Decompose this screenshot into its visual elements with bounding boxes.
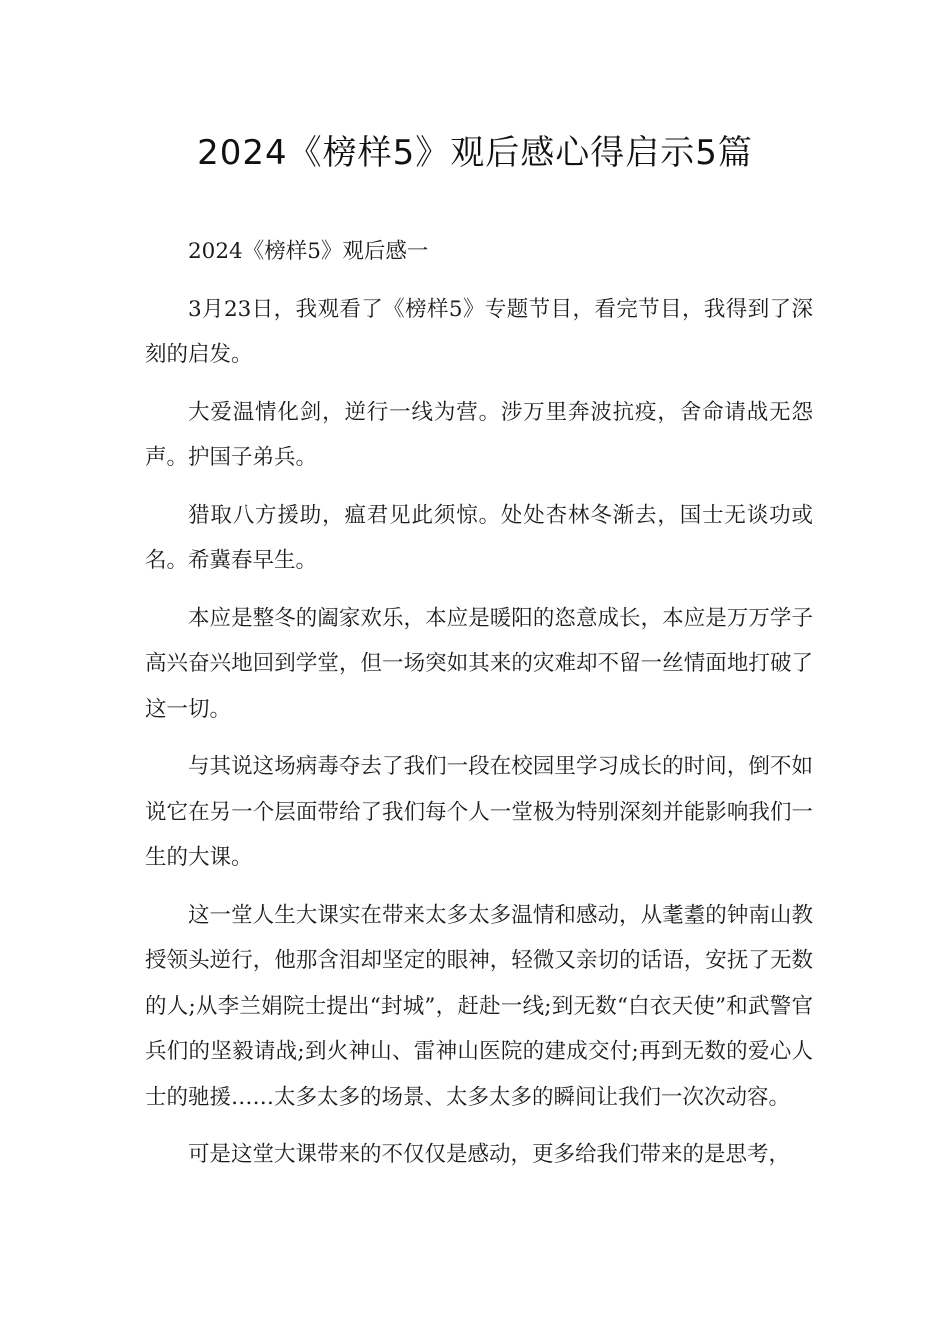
paragraph: 这一堂人生大课实在带来太多太多温情和感动，从耄耋的钟南山教授领头逆行，他那含泪却坚定的眼神，轻微又亲切的话语，安抚了无数的人;从李兰娟院士提出“封城”，赶赴一线;到无数“白衣天使”和武警官兵们的坚毅请战;到火神山、雷神山医院的建成交付;再到无数的爱心人士的驰援……太多太多的场景、太多太多的瞬间让我们一次次动容。 xyxy=(145,902,813,1110)
paragraph: 可是这堂大课带来的不仅仅是感动，更多给我们带来的是思考， xyxy=(188,1142,791,1167)
paragraph: 3月23日，我观看了《榜样5》专题节目，看完节目，我得到了深刻的启发。 xyxy=(145,296,813,367)
paragraph: 本应是整冬的阖家欢乐，本应是暖阳的恣意成长，本应是万万学子高兴奋兴地回到学堂，但一场突如其来的灾难却不留一丝情面地打破了这一切。 xyxy=(145,605,813,722)
paragraph: 大爱温情化剑，逆行一线为营。涉万里奔波抗疫，舍命请战无怨声。护国子弟兵。 xyxy=(145,399,813,470)
paragraph-subtitle: 2024《榜样5》观后感一 xyxy=(188,239,429,264)
document-title: 2024《榜样5》观后感心得启示5篇 xyxy=(197,133,753,173)
paragraph: 猎取八方援助，瘟君见此须惊。处处杏林冬渐去，国士无谈功或名。希冀春早生。 xyxy=(145,502,813,573)
document-body xyxy=(145,229,813,1190)
paragraph: 与其说这场病毒夺去了我们一段在校园里学习成长的时间，倒不如说它在另一个层面带给了我们每个人一堂极为特别深刻并能影响我们一生的大课。 xyxy=(145,754,813,870)
